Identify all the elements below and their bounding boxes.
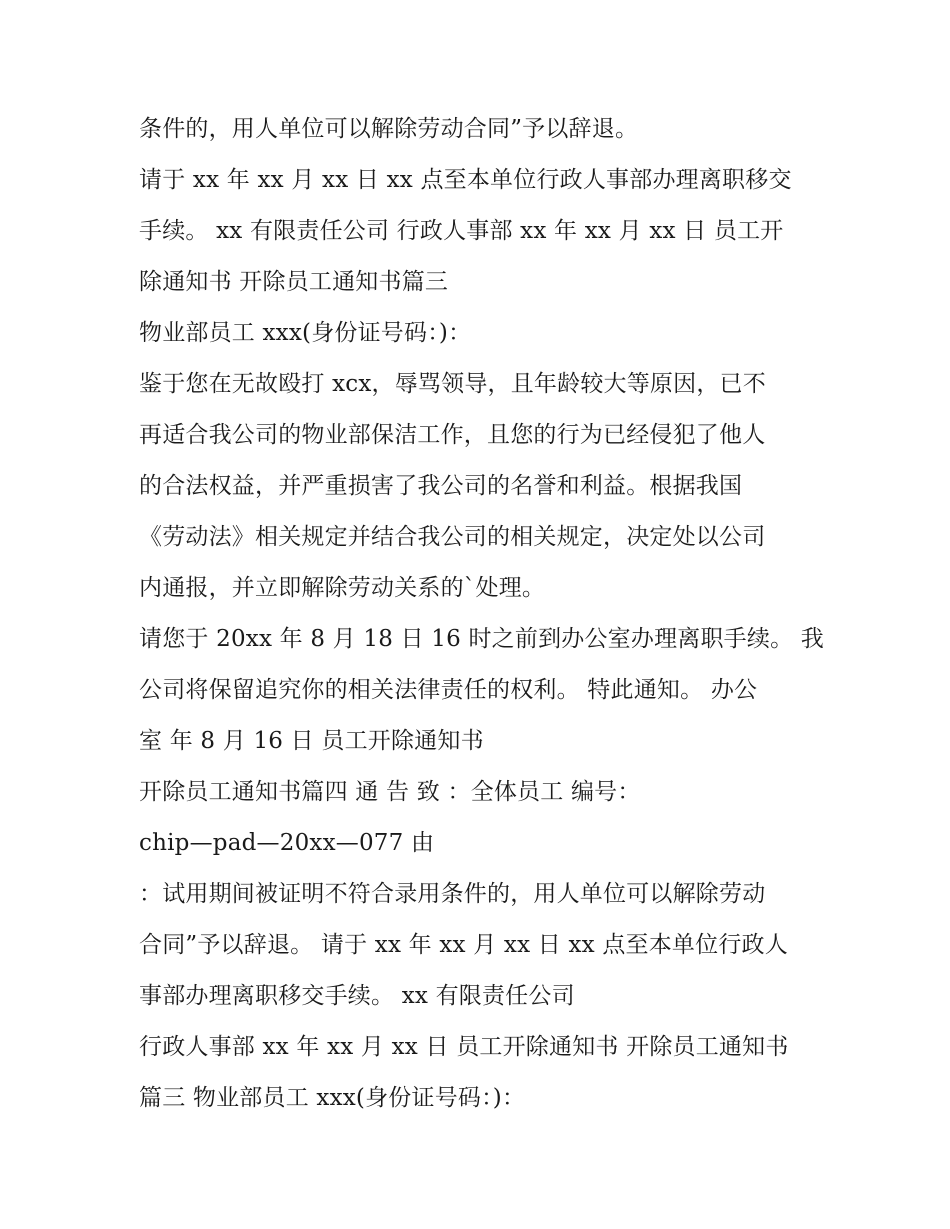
text-line-15: chip—pad—20xx—077 由 [139,830,435,856]
text-line-10: 内通报，并立即解除劳动关系的`处理。 [139,575,546,601]
text-line-20: 篇三 物业部员工 xxx(身份证号码：)： [139,1085,526,1111]
text-line-14: 开除员工通知书篇四 通 告 致 ：全体员工 编号： [139,779,641,805]
text-line-4: 除通知书 开除员工通知书篇三 [139,269,449,295]
text-line-2: 请于 xx 年 xx 月 xx 日 xx 点至本单位行政人事部办理离职移交 [139,167,792,193]
text-line-7: 再适合我公司的物业部保洁工作，且您的行为已经侵犯了他人 [139,422,766,448]
text-line-8: 的合法权益，并严重损害了我公司的名誉和利益。根据我国 [139,473,743,499]
document-body [139,104,824,1124]
text-line-1: 条件的，用人单位可以解除劳动合同”予以辞退。 [139,116,639,142]
text-line-19: 行政人事部 xx 年 xx 月 xx 日 员工开除通知书 开除员工通知书 [139,1034,789,1060]
text-line-12: 公司将保留追究你的相关法律责任的权利。 特此通知。 办公 [139,677,758,703]
text-line-17: 合同”予以辞退。 请于 xx 年 xx 月 xx 日 xx 点至本单位行政人 [139,932,788,958]
text-line-3: 手续。 xx 有限责任公司 行政人事部 xx 年 xx 月 xx 日 员工开 [139,218,784,244]
text-line-9: 《劳动法》相关规定并结合我公司的相关规定，决定处以公司 [139,524,766,550]
text-line-18: 事部办理离职移交手续。 xx 有限责任公司 [139,983,575,1009]
text-line-13: 室 年 8 月 16 日 员工开除通知书 [139,728,484,754]
text-line-16: ：试用期间被证明不符合录用条件的，用人单位可以解除劳动 [139,881,766,907]
text-line-11: 请您于 20xx 年 8 月 18 日 16 时之前到办公室办理离职手续。 我 [139,626,824,652]
text-line-5: 物业部员工 xxx(身份证号码：)： [139,320,472,346]
text-line-6: 鉴于您在无故殴打 xcx，辱骂领导，且年龄较大等原因，已不 [139,371,766,397]
